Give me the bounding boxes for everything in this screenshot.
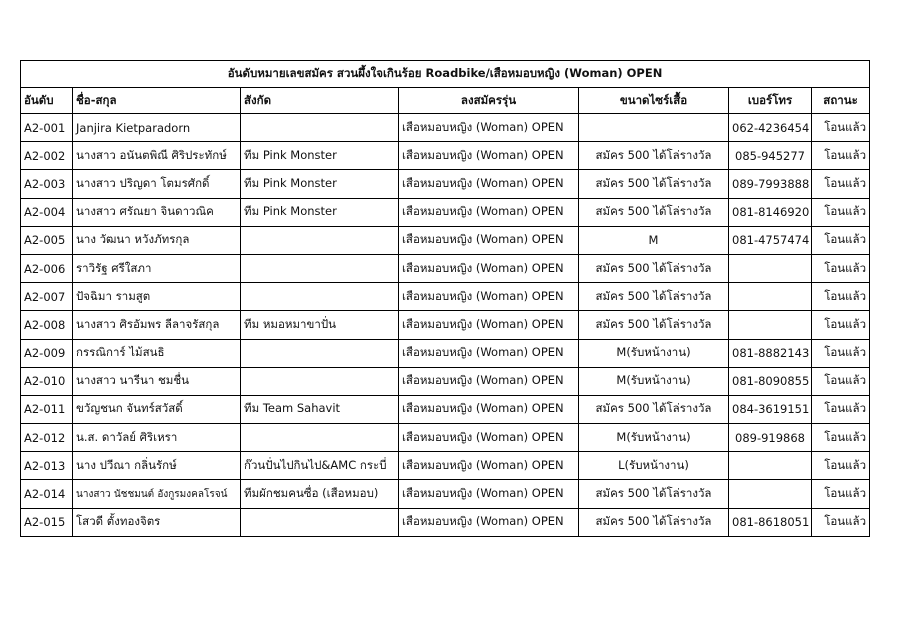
cell-phone: 081-8090855 (729, 367, 812, 395)
cell-shirt-size: สมัคร 500 ได้โล่รางวัล (579, 254, 729, 282)
cell-name: นางสาว ศิรอัมพร ลีลาจรัสกุล (73, 311, 241, 339)
cell-team: ทีม Pink Monster (241, 198, 399, 226)
cell-status: โอนแล้ว (812, 480, 870, 508)
cell-shirt-size: สมัคร 500 ได้โล่รางวัล (579, 508, 729, 536)
cell-team (241, 339, 399, 367)
cell-rank: A2-001 (21, 114, 73, 142)
cell-team: ทีมผักชมคนซื่อ (เสือหมอบ) (241, 480, 399, 508)
cell-phone: 081-8882143 (729, 339, 812, 367)
cell-shirt-size: สมัคร 500 ได้โล่รางวัล (579, 170, 729, 198)
cell-team: ทีม Pink Monster (241, 170, 399, 198)
cell-rank: A2-004 (21, 198, 73, 226)
cell-status: โอนแล้ว (812, 339, 870, 367)
cell-status: โอนแล้ว (812, 395, 870, 423)
table-row (21, 283, 870, 311)
table-row (21, 311, 870, 339)
cell-category: เสือหมอบหญิง (Woman) OPEN (399, 395, 579, 423)
table-row (21, 452, 870, 480)
cell-team: ทีม หมอหมาขาปั่น (241, 311, 399, 339)
cell-category: เสือหมอบหญิง (Woman) OPEN (399, 198, 579, 226)
table-body (21, 114, 870, 537)
cell-category: เสือหมอบหญิง (Woman) OPEN (399, 508, 579, 536)
cell-rank: A2-002 (21, 142, 73, 170)
cell-phone: 081-4757474 (729, 226, 812, 254)
cell-team: ทีม Pink Monster (241, 142, 399, 170)
cell-phone (729, 480, 812, 508)
cell-status: โอนแล้ว (812, 254, 870, 282)
cell-category: เสือหมอบหญิง (Woman) OPEN (399, 452, 579, 480)
cell-rank: A2-011 (21, 395, 73, 423)
cell-category: เสือหมอบหญิง (Woman) OPEN (399, 311, 579, 339)
table-row (21, 198, 870, 226)
cell-name: ราวิรัฐ ศรีใสภา (73, 254, 241, 282)
cell-phone: 081-8146920 (729, 198, 812, 226)
header-name: ชื่อ-สกุล (73, 88, 241, 114)
cell-phone (729, 311, 812, 339)
cell-rank: A2-013 (21, 452, 73, 480)
table-row (21, 339, 870, 367)
cell-category: เสือหมอบหญิง (Woman) OPEN (399, 170, 579, 198)
cell-rank: A2-009 (21, 339, 73, 367)
cell-category: เสือหมอบหญิง (Woman) OPEN (399, 367, 579, 395)
cell-shirt-size: สมัคร 500 ได้โล่รางวัล (579, 198, 729, 226)
cell-shirt-size: สมัคร 500 ได้โล่รางวัล (579, 395, 729, 423)
cell-team (241, 424, 399, 452)
cell-status: โอนแล้ว (812, 198, 870, 226)
cell-team (241, 283, 399, 311)
cell-team (241, 508, 399, 536)
cell-shirt-size: สมัคร 500 ได้โล่รางวัล (579, 311, 729, 339)
cell-team: ทีม Team Sahavit (241, 395, 399, 423)
table-row (21, 114, 870, 142)
cell-name: นางสาว นัชชมนต์ อังกูรมงคลโรจน์ (73, 480, 241, 508)
cell-rank: A2-015 (21, 508, 73, 536)
cell-team (241, 367, 399, 395)
table-row (21, 508, 870, 536)
header-category: ลงสมัครรุ่น (399, 88, 579, 114)
table-row (21, 142, 870, 170)
cell-rank: A2-012 (21, 424, 73, 452)
cell-rank: A2-010 (21, 367, 73, 395)
registration-table (20, 60, 870, 537)
header-row (21, 88, 870, 114)
table-row (21, 170, 870, 198)
cell-rank: A2-006 (21, 254, 73, 282)
cell-status: โอนแล้ว (812, 367, 870, 395)
cell-phone: 089-919868 (729, 424, 812, 452)
cell-status: โอนแล้ว (812, 170, 870, 198)
table-row (21, 226, 870, 254)
cell-shirt-size (579, 114, 729, 142)
cell-rank: A2-008 (21, 311, 73, 339)
cell-phone (729, 452, 812, 480)
cell-shirt-size: L(รับหน้างาน) (579, 452, 729, 480)
cell-category: เสือหมอบหญิง (Woman) OPEN (399, 339, 579, 367)
cell-phone: 089-7993888 (729, 170, 812, 198)
cell-name: นาง วัฒนา หวังภัทรกุล (73, 226, 241, 254)
cell-shirt-size: สมัคร 500 ได้โล่รางวัล (579, 142, 729, 170)
cell-status: โอนแล้ว (812, 226, 870, 254)
cell-rank: A2-003 (21, 170, 73, 198)
cell-rank: A2-005 (21, 226, 73, 254)
cell-name: Janjira Kietparadorn (73, 114, 241, 142)
cell-category: เสือหมอบหญิง (Woman) OPEN (399, 114, 579, 142)
cell-name: น.ส. ดาวัลย์ ศิริเหรา (73, 424, 241, 452)
cell-phone: 084-3619151 (729, 395, 812, 423)
cell-category: เสือหมอบหญิง (Woman) OPEN (399, 480, 579, 508)
header-phone: เบอร์โทร (729, 88, 812, 114)
cell-shirt-size: สมัคร 500 ได้โล่รางวัล (579, 283, 729, 311)
cell-category: เสือหมอบหญิง (Woman) OPEN (399, 142, 579, 170)
cell-name: นางสาว ศรัณยา จินดาวณิค (73, 198, 241, 226)
sheet-title: อันดับหมายเลขสมัคร สวนผึ้งใจเกินร้อย Roadbike/เสือหมอบหญิง (Woman) OPEN (21, 61, 870, 88)
cell-name: ขวัญชนก จันทร์สวัสดิ์ (73, 395, 241, 423)
cell-team (241, 226, 399, 254)
cell-status: โอนแล้ว (812, 283, 870, 311)
cell-name: กรรณิการ์ ไม้สนธิ (73, 339, 241, 367)
cell-status: โอนแล้ว (812, 452, 870, 480)
cell-phone (729, 254, 812, 282)
table-row (21, 480, 870, 508)
cell-team: ก๊วนปั่นไปกินไป&AMC กระบี่ (241, 452, 399, 480)
cell-rank: A2-007 (21, 283, 73, 311)
cell-category: เสือหมอบหญิง (Woman) OPEN (399, 254, 579, 282)
cell-phone: 062-4236454 (729, 114, 812, 142)
cell-category: เสือหมอบหญิง (Woman) OPEN (399, 424, 579, 452)
table-row (21, 395, 870, 423)
cell-name: นางสาว ปริญดา โตมรศักดิ์ (73, 170, 241, 198)
cell-category: เสือหมอบหญิง (Woman) OPEN (399, 283, 579, 311)
cell-shirt-size: M(รับหน้างาน) (579, 339, 729, 367)
cell-shirt-size: M (579, 226, 729, 254)
header-shirt-size: ขนาดไซร์เสื้อ (579, 88, 729, 114)
cell-status: โอนแล้ว (812, 142, 870, 170)
cell-shirt-size: M(รับหน้างาน) (579, 367, 729, 395)
cell-name: นางสาว อนันตพิณี ศิริประทักษ์ (73, 142, 241, 170)
cell-status: โอนแล้ว (812, 424, 870, 452)
cell-name: นาง ปวีณา กลิ่นรักษ์ (73, 452, 241, 480)
cell-name: นางสาว นารีนา ชมชื่น (73, 367, 241, 395)
table-row (21, 254, 870, 282)
cell-phone: 085-945277 (729, 142, 812, 170)
cell-shirt-size: สมัคร 500 ได้โล่รางวัล (579, 480, 729, 508)
cell-status: โอนแล้ว (812, 311, 870, 339)
cell-phone (729, 283, 812, 311)
cell-team (241, 254, 399, 282)
table-row (21, 424, 870, 452)
cell-shirt-size: M(รับหน้างาน) (579, 424, 729, 452)
header-status: สถานะ (812, 88, 870, 114)
cell-phone: 081-8618051 (729, 508, 812, 536)
cell-category: เสือหมอบหญิง (Woman) OPEN (399, 226, 579, 254)
cell-status: โอนแล้ว (812, 508, 870, 536)
cell-status: โอนแล้ว (812, 114, 870, 142)
table-row (21, 367, 870, 395)
registration-sheet (20, 60, 869, 537)
cell-name: โสวดี ตั้งทองจิตร (73, 508, 241, 536)
cell-team (241, 114, 399, 142)
header-team: สังกัด (241, 88, 399, 114)
cell-rank: A2-014 (21, 480, 73, 508)
header-rank: อันดับ (21, 88, 73, 114)
cell-name: ปัจฉิมา รามสูต (73, 283, 241, 311)
title-row (21, 61, 870, 88)
